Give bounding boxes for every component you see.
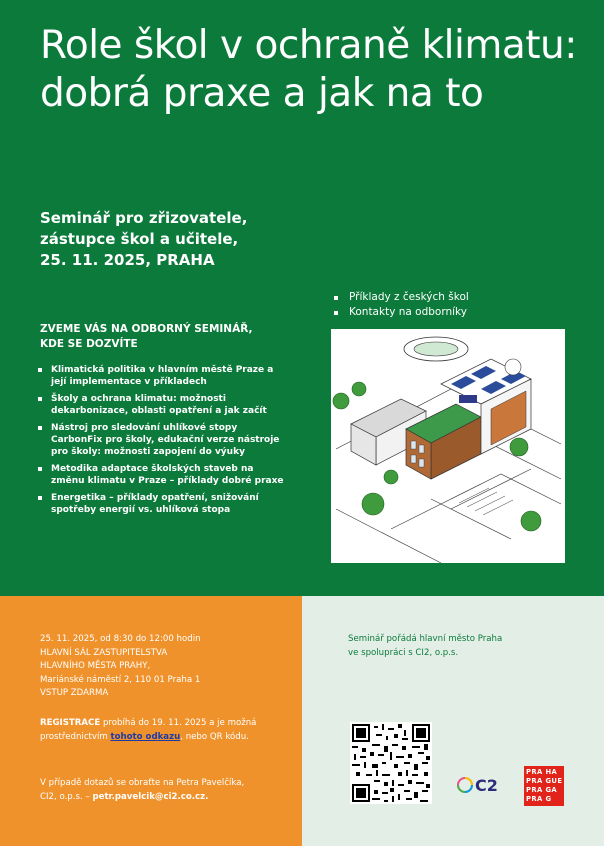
topic-item: Kontakty na odborníky bbox=[332, 305, 562, 320]
organizer-text bbox=[348, 633, 568, 660]
school-illustration bbox=[331, 329, 565, 563]
prague-logo bbox=[524, 766, 564, 806]
topic-item: Metodika adaptace školských staveb na změnu klimatu v Praze – příklady dobré praxe bbox=[38, 463, 288, 487]
registration-body: , nebo QR kódu. bbox=[180, 731, 249, 742]
prague-logo-line: PRA GA bbox=[526, 786, 558, 794]
registration-body: probíhá do 19. 11. 2025 a je možná prostřednictvím bbox=[40, 718, 257, 742]
contact-line: V případě dotazů se obraťte na Petra Pavelčíka, bbox=[40, 778, 245, 788]
contact-email[interactable]: petr.pavelcik@ci2.co.cz. bbox=[92, 792, 209, 802]
subtitle bbox=[40, 208, 360, 271]
prague-logo-line: PRA GUE bbox=[526, 777, 563, 785]
topic-item: Školy a ochrana klimatu: možnosti dekarbonizace, oblasti opatření a jak začít bbox=[38, 393, 288, 417]
ci2-logo-text: C2 bbox=[475, 776, 498, 795]
organizer-section bbox=[302, 596, 604, 846]
contact-text bbox=[40, 776, 280, 804]
event-venue: HLAVNÍ SÁL ZASTUPITELSTVA bbox=[40, 647, 168, 658]
topic-item: Příklady z českých škol bbox=[332, 290, 562, 305]
invite-line: KDE SE DOZVÍTE bbox=[40, 338, 138, 350]
organizer-line: ve spolupráci s CI2, o.p.s. bbox=[348, 647, 459, 658]
registration-text bbox=[40, 717, 260, 744]
invite-heading bbox=[40, 322, 300, 352]
invite-line: ZVEME VÁS NA ODBORNÝ SEMINÁŘ, bbox=[40, 323, 253, 335]
organizer-line: Seminář pořádá hlavní město Praha bbox=[348, 634, 503, 644]
event-datetime: 25. 11. 2025, od 8:30 do 12:00 hodin bbox=[40, 634, 201, 644]
event-info bbox=[40, 633, 201, 701]
topic-item: Klimatická politika v hlavním městě Praze a její implementace v příkladech bbox=[38, 364, 288, 388]
subtitle-line: Seminář pro zřizovatele, bbox=[40, 209, 248, 227]
qr-code[interactable] bbox=[350, 722, 432, 804]
event-entry: VSTUP ZDARMA bbox=[40, 688, 109, 698]
registration-lead: REGISTRACE bbox=[40, 718, 101, 728]
subtitle-line: 25. 11. 2025, PRAHA bbox=[40, 251, 215, 269]
event-venue: HLAVNÍHO MĚSTA PRAHY, bbox=[40, 661, 151, 671]
subtitle-line: zástupce škol a učitele, bbox=[40, 230, 239, 248]
event-details-section bbox=[0, 596, 302, 846]
topic-item: Nástroj pro sledování uhlíkové stopy CarbonFix pro školy, edukační verze nástroje pro školy: možnosti zapojení do výuky bbox=[38, 422, 288, 458]
topic-list-right bbox=[332, 290, 562, 320]
page-title: Role škol v ochraně klimatu: dobrá praxe a jak na to bbox=[40, 23, 577, 116]
event-address: Mariánské náměstí 2, 110 01 Praha 1 bbox=[40, 674, 201, 685]
contact-line: CI2, o.p.s. – bbox=[40, 792, 93, 802]
registration-link[interactable]: tohoto odkazu bbox=[110, 731, 181, 742]
prague-logo-line: PRA G bbox=[526, 795, 552, 803]
ci2-logo bbox=[456, 774, 506, 796]
prague-logo-line: PRA HA bbox=[526, 768, 558, 776]
topic-item: Energetika – příklady opatření, snižování spotřeby energií vs. uhlíková stopa bbox=[38, 492, 288, 516]
topic-list bbox=[38, 364, 288, 521]
